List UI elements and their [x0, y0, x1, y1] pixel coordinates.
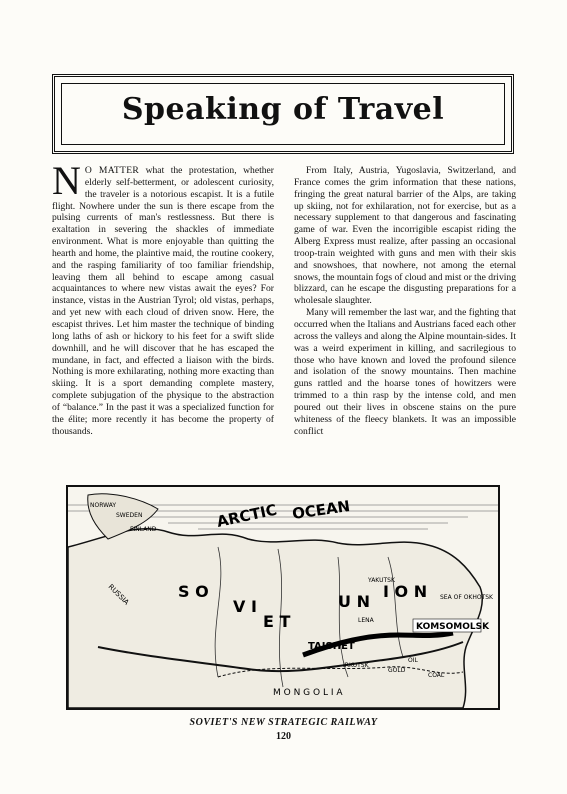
label-lena: LENA	[358, 617, 374, 624]
map-drawing	[68, 487, 498, 708]
lead-caps: O MATTER	[84, 165, 140, 176]
label-oil: OIL	[408, 657, 418, 664]
label-mongolia: M O N G O L I A	[273, 688, 343, 698]
label-finland: FINLAND	[130, 526, 157, 533]
label-sea-of-okhotsk: SEA OF OKHOTSK	[440, 594, 493, 601]
railway-map	[66, 485, 500, 710]
right-column	[294, 165, 516, 437]
label-gold: GOLD	[388, 667, 406, 674]
label-soviet-2: V I	[233, 597, 257, 616]
label-taishet: TAISHET	[308, 641, 355, 652]
label-irkutsk: IRKUTSK	[343, 662, 369, 669]
page-title: Speaking of Travel	[121, 92, 445, 127]
label-sweden: SWEDEN	[116, 512, 143, 519]
left-body-text: what the protestation, whether elderly self-betterment, or adolescent curiosity, the traveler is a notorious escapist. It is a futile flight. Nowhere under the sun is there escape from the pulsing currents of man's restlessness. But there is exaltation in severing the shackles of immediate environment. What is more enjoyable than quitting the hearth and home, the plaintive maid, the routine cookery, and the rasping familiarity of too familiar friendship, leaving them all behind to escape among casual acquaintances to where new vistas await the eyes? For instance, vistas in the Austrian Tyrol; old vistas, perhaps, and yet new with each cloud of driven snow. Here, the escapist thrives. Let him master the technique of binding long laths of ash or hickory to his feet for a swift slide downhill, and he will discover that he has escaped the mundane, in fact, and effected a liaison with the birds. Nothing is more exhilarating, nothing more exacting than skiing. It is a sport demanding complete mastery, complete subjugation of the physique to the abstraction of “balance.” In the past it was a specialized function for the élite; more recently it has become the property of thousands.	[52, 165, 274, 437]
right-paragraph-2: Many will remember the last war, and the fighting that occurred when the Italians and Austrians faced each other across the valleys and along the Alpine mountain-sides. It was a weird experiment in killing, and sacrilegious to those who have known and loved the profound silence and isolation of the snowy mountains. Then machine guns rattled and the hoarse tones of howitzers were trimmed to a thin rasp by the intense cold, and men poured out their lives in obscene stains on the pure whiteness of the fleecy blankets. It was an impossible conflict	[294, 307, 516, 437]
page-number: 120	[276, 731, 291, 742]
label-union-2: I O N	[383, 582, 428, 601]
label-russia: RUSSIA	[106, 582, 131, 607]
label-norway: NORWAY	[90, 502, 117, 509]
label-arctic: ARCTIC	[215, 500, 279, 531]
left-column	[52, 158, 274, 437]
map-caption: SOVIET'S NEW STRATEGIC RAILWAY	[189, 717, 378, 728]
label-yakutsk: YAKUTSK	[368, 577, 395, 584]
label-soviet-3: E T	[263, 612, 291, 631]
label-soviet-1: S O	[178, 582, 209, 601]
drop-cap: N	[52, 158, 81, 203]
right-paragraph-1: From Italy, Austria, Yugoslavia, Switzerland, and France comes the grim information that these nations, fringing the great natural barrier of the Alps, are taking up skiing, not for exhilaration, not for exercise, but as a necessary supplement to that dangerous and fascinating game of war. Even the incorrigible escapist riding the Alberg Express must realize, after passing an occasional troop-train weighted with guns and men with their skis and snowshoes, that nowhere, not among the eternal snows, the mountain fogs of cloud and mist or the driving blizzard, can he escape the disgusting preparations for a wholesale slaughter.	[294, 165, 516, 307]
left-paragraph	[52, 158, 274, 437]
label-union-1: U N	[338, 592, 370, 611]
label-komsomolsk: KOMSOMOLSK	[416, 622, 490, 632]
label-coal: COAL	[428, 672, 445, 679]
title-box	[52, 74, 514, 154]
label-ocean: OCEAN	[291, 497, 352, 523]
